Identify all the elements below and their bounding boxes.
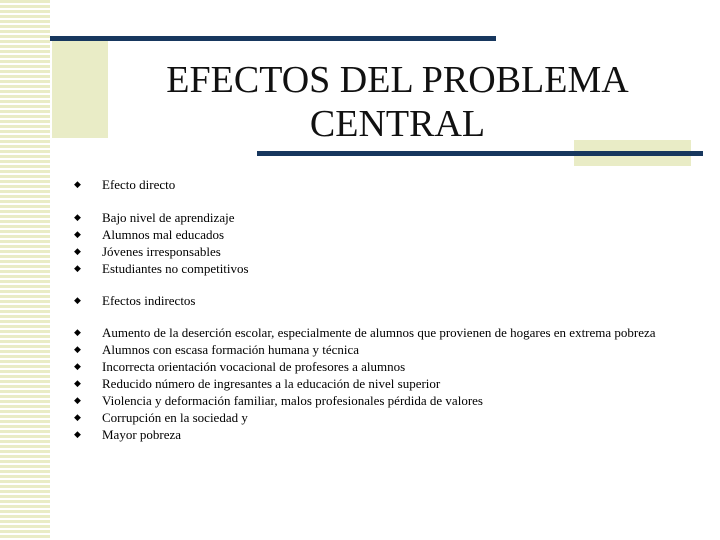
heading-text: Efecto directo	[102, 177, 176, 192]
list-item-text: Reducido número de ingresantes a la educación de nivel superior	[102, 376, 441, 391]
decorative-bottom-rule	[257, 151, 703, 156]
list-item-text: Jóvenes irresponsables	[102, 244, 221, 259]
list-item-text: Estudiantes no competitivos	[102, 261, 249, 276]
decorative-top-rule	[50, 36, 496, 41]
list-item	[70, 341, 680, 358]
slide-title-line2: CENTRAL	[309, 103, 486, 145]
diamond-bullet-icon: ◆	[74, 263, 81, 273]
diamond-bullet-icon: ◆	[74, 246, 81, 256]
diamond-bullet-icon: ◆	[74, 327, 81, 337]
list-item	[70, 409, 680, 426]
list-item-text: Alumnos con escasa formación humana y técnica	[102, 342, 360, 357]
decorative-title-panel	[52, 38, 108, 138]
section-heading-direct	[70, 176, 680, 193]
heading-text: Efectos indirectos	[102, 293, 196, 308]
list-item-text: Mayor pobreza	[102, 427, 182, 442]
list-item	[70, 324, 680, 341]
list-item	[70, 226, 680, 243]
list-item	[70, 375, 680, 392]
diamond-bullet-icon: ◆	[74, 429, 81, 439]
list-item	[70, 243, 680, 260]
diamond-bullet-icon: ◆	[74, 378, 81, 388]
slide-title	[115, 58, 680, 146]
list-item-text: Violencia y deformación familiar, malos profesionales pérdida de valores	[102, 393, 483, 408]
slide-title-line1: EFECTOS DEL PROBLEMA	[166, 59, 629, 101]
list-item	[70, 392, 680, 409]
list-item	[70, 209, 680, 226]
diamond-bullet-icon: ◆	[74, 361, 81, 371]
list-item-text: Bajo nivel de aprendizaje	[102, 210, 235, 225]
list-item	[70, 358, 680, 375]
diamond-bullet-icon: ◆	[74, 295, 81, 305]
slide-content	[70, 176, 680, 443]
diamond-bullet-icon: ◆	[74, 395, 81, 405]
list-item-text: Corrupción en la sociedad y	[102, 410, 248, 425]
list-item-text: Incorrecta orientación vocacional de profesores a alumnos	[102, 359, 406, 374]
diamond-bullet-icon: ◆	[74, 212, 81, 222]
section-heading-indirect	[70, 292, 680, 309]
list-item	[70, 426, 680, 443]
diamond-bullet-icon: ◆	[74, 412, 81, 422]
diamond-bullet-icon: ◆	[74, 179, 81, 189]
diamond-bullet-icon: ◆	[74, 229, 81, 239]
list-item	[70, 260, 680, 277]
decorative-stripe-left	[0, 0, 50, 540]
list-item-text: Aumento de la deserción escolar, especialmente de alumnos que provienen de hogares en extrema pobreza	[102, 325, 656, 340]
list-item-text: Alumnos mal educados	[102, 227, 225, 242]
diamond-bullet-icon: ◆	[74, 344, 81, 354]
